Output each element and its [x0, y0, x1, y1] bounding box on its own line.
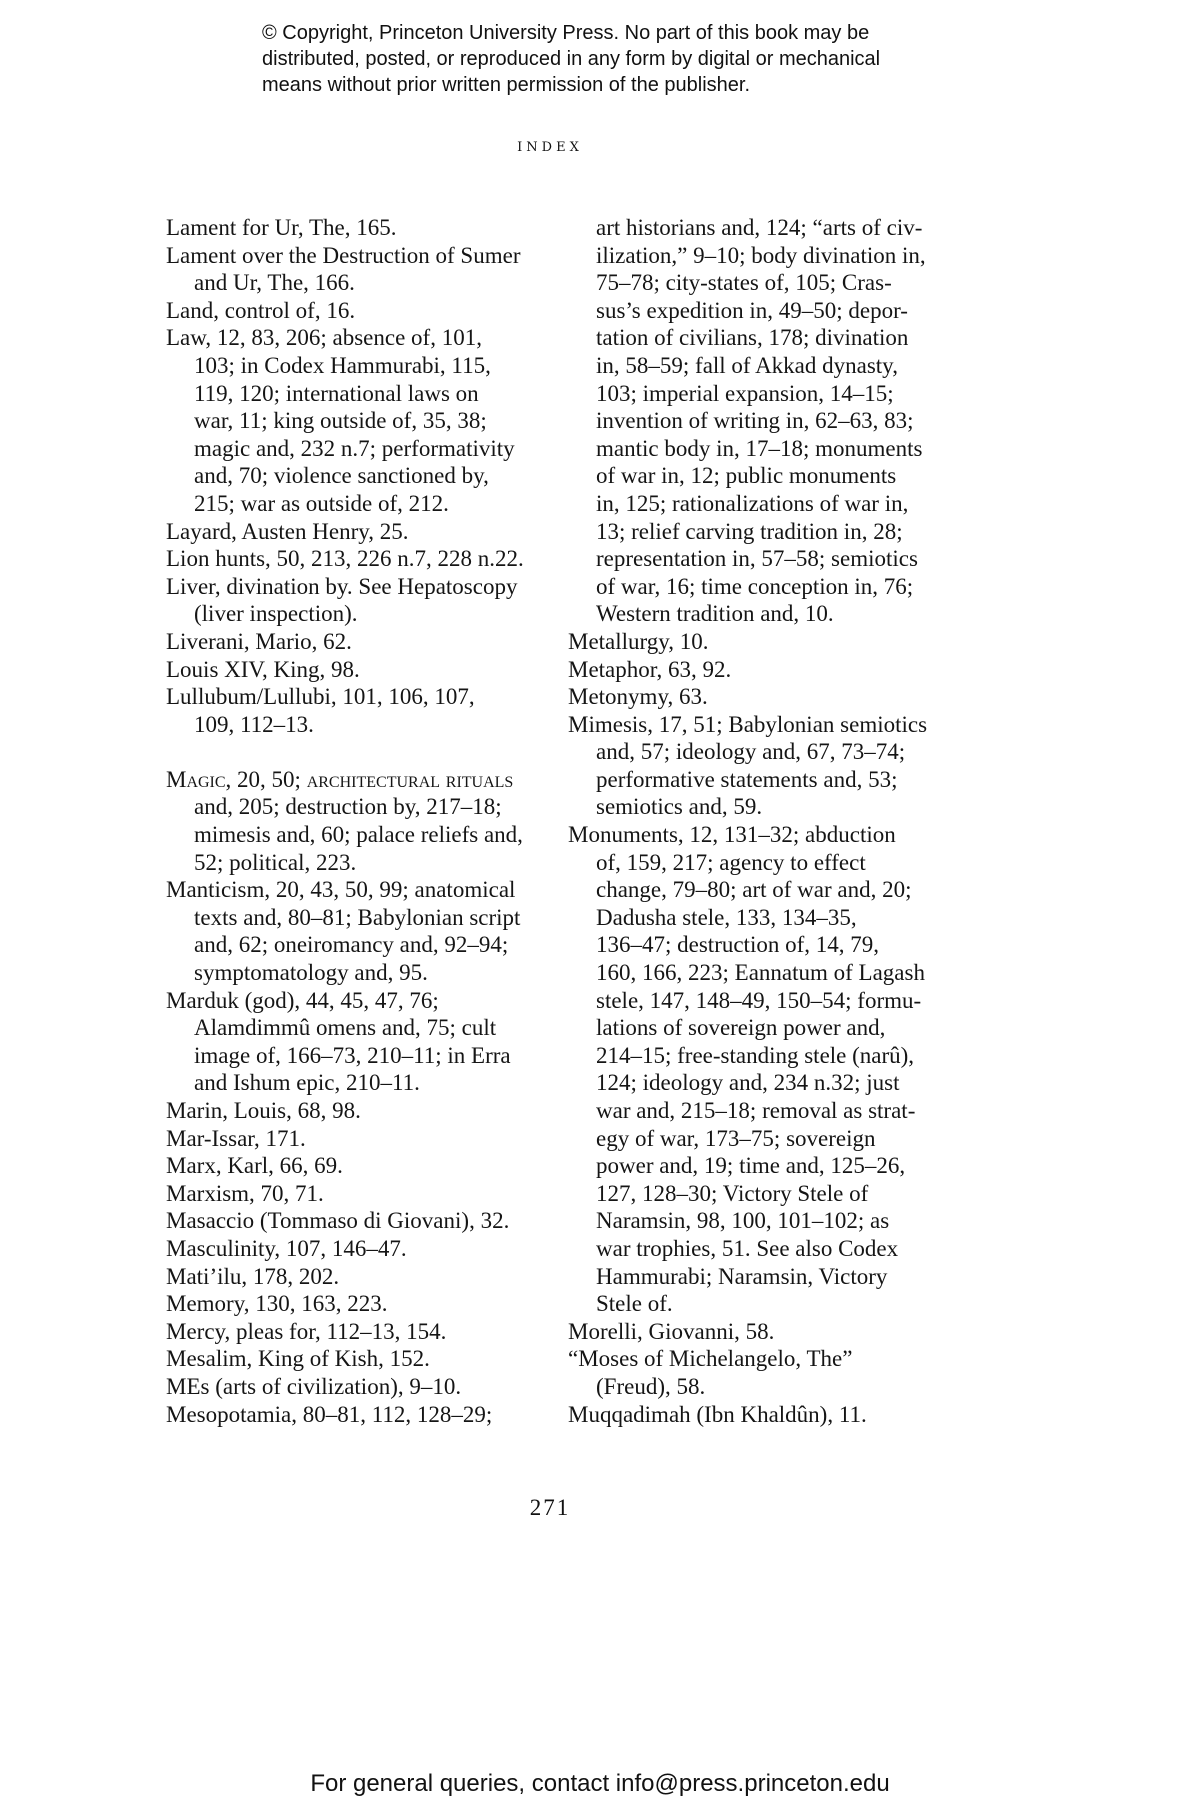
index-line: Louis XIV, King, 98. — [166, 656, 360, 682]
index-line: 160, 166, 223; Eannatum of Lagash — [596, 960, 925, 986]
section-gap — [166, 738, 556, 766]
index-column-left — [166, 214, 556, 1428]
index-line: magic and, 232 n.7; performativity — [194, 435, 515, 461]
index-line: and, 57; ideology and, 67, 73–74; — [596, 739, 906, 765]
index-line: stele, 147, 148–49, 150–54; formu- — [596, 987, 922, 1013]
index-line: Mati’ilu, 178, 202. — [166, 1263, 340, 1289]
copyright-line: © Copyright, Princeton University Press. No part of this book may be — [262, 22, 870, 44]
index-line: and Ishum epic, 210–11. — [194, 1070, 420, 1096]
index-line: Western tradition and, 10. — [596, 601, 834, 627]
index-line: Marx, Karl, 66, 69. — [166, 1153, 343, 1179]
index-column-right — [568, 214, 958, 1428]
index-line: (liver inspection). — [194, 601, 358, 627]
index-line: of, 159, 217; agency to effect — [596, 849, 866, 875]
index-line: image of, 166–73, 210–11; in Erra — [194, 1042, 511, 1068]
index-line: Stele of. — [596, 1291, 673, 1317]
index-line: of war, 16; time conception in, 76; — [596, 573, 914, 599]
index-line: art historians and, 124; “arts of civ- — [596, 215, 923, 240]
index-line: Mercy, pleas for, 112–13, 154. — [166, 1318, 447, 1344]
index-line: and, 62; oneiromancy and, 92–94; — [194, 932, 509, 958]
index-line: representation in, 57–58; semiotics — [596, 546, 918, 572]
index-line: Marduk (god), 44, 45, 47, 76; — [166, 987, 439, 1013]
index-line: 214–15; free-standing stele (narû), — [596, 1042, 915, 1068]
copyright-notice — [262, 20, 1022, 98]
index-line: change, 79–80; art of war and, 20; — [596, 877, 912, 903]
index-line: semiotics and, 59. — [596, 794, 763, 820]
index-line: 215; war as outside of, 212. — [194, 490, 449, 516]
index-line: 124; ideology and, 234 n.32; just — [596, 1070, 900, 1096]
index-line: Masculinity, 107, 146–47. — [166, 1235, 407, 1261]
index-line: performative statements and, 53; — [596, 766, 898, 792]
index-line: mantic body in, 17–18; monuments — [596, 435, 923, 461]
index-line: 103; imperial expansion, 14–15; — [596, 380, 894, 406]
index-line: Mimesis, 17, 51; Babylonian semiotics — [568, 711, 928, 737]
index-line: 127, 128–30; Victory Stele of — [596, 1180, 869, 1206]
index-line: egy of war, 173–75; sovereign — [596, 1125, 876, 1151]
index-line: 136–47; destruction of, 14, 79, — [596, 932, 879, 958]
index-line: Monuments, 12, 131–32; abduction — [568, 822, 896, 848]
index-line: Marin, Louis, 68, 98. — [166, 1098, 361, 1123]
index-line: Memory, 130, 163, 223. — [166, 1291, 388, 1317]
index-line: Land, control of, 16. — [166, 297, 356, 323]
index-line: texts and, 80–81; Babylonian script — [194, 904, 521, 930]
index-line: of war in, 12; public monuments — [596, 463, 897, 489]
index-line: 103; in Codex Hammurabi, 115, — [194, 352, 491, 378]
index-line: Muqqadimah (Ibn Khaldûn), 11. — [568, 1401, 867, 1427]
index-line: Law, 12, 83, 206; absence of, 101, — [166, 325, 482, 351]
index-line: 52; political, 223. — [194, 849, 357, 875]
index-line: war trophies, 51. See also Codex — [596, 1235, 899, 1261]
index-line: Metonymy, 63. — [568, 684, 708, 710]
index-line: Metallurgy, 10. — [568, 628, 709, 654]
index-line: invention of writing in, 62–63, 83; — [596, 408, 914, 434]
index-line: Manticism, 20, 43, 50, 99; anatomical — [166, 877, 516, 903]
index-line: power and, 19; time and, 125–26, — [596, 1153, 906, 1179]
index-line: Alamdimmû omens and, 75; cult — [194, 1015, 497, 1041]
index-line: in, 58–59; fall of Akkad dynasty, — [596, 352, 898, 378]
index-line: mimesis and, 60; palace reliefs and, — [194, 822, 523, 848]
index-line: Morelli, Giovanni, 58. — [568, 1318, 775, 1344]
index-line: and, 70; violence sanctioned by, — [194, 463, 489, 489]
footer-contact: For general queries, contact info@press.princeton.edu — [310, 1770, 890, 1797]
index-line: and, 205; destruction by, 217–18; — [194, 794, 502, 820]
index-line: in, 125; rationalizations of war in, — [596, 490, 909, 516]
index-line: Liverani, Mario, 62. — [166, 628, 352, 654]
copyright-line: means without prior written permission of the publisher. — [262, 74, 751, 96]
index-line: 13; relief carving tradition in, 28; — [596, 518, 903, 544]
index-line: Mar-Issar, 171. — [166, 1125, 306, 1151]
index-line: tation of civilians, 178; divination — [596, 325, 909, 351]
index-line: Mesalim, King of Kish, 152. — [166, 1346, 430, 1372]
index-line: 119, 120; international laws on — [194, 380, 479, 406]
index-line: 109, 112–13. — [194, 711, 314, 737]
index-line: 75–78; city-states of, 105; Cras- — [596, 270, 892, 296]
index-line: Dadusha stele, 133, 134–35, — [596, 904, 857, 930]
index-line: symptomatology and, 95. — [194, 960, 428, 986]
index-line: “Moses of Michelangelo, The” — [568, 1346, 853, 1372]
index-line: Metaphor, 63, 92. — [568, 656, 732, 682]
index-line: Lament for Ur, The, 165. — [166, 215, 397, 240]
index-line: MEs (arts of civilization), 9–10. — [166, 1373, 462, 1399]
index-line: Layard, Austen Henry, 25. — [166, 518, 409, 544]
copyright-line: distributed, posted, or reproduced in any form by digital or mechanical — [262, 48, 881, 70]
index-line: Hammurabi; Naramsin, Victory — [596, 1263, 888, 1289]
index-line: ilization,” 9–10; body divination in, — [596, 242, 926, 268]
index-line: Marxism, 70, 71. — [166, 1180, 324, 1206]
index-line: Lion hunts, 50, 213, 226 n.7, 228 n.22. — [166, 546, 524, 572]
index-line: (Freud), 58. — [596, 1373, 706, 1399]
running-head: INDEX — [517, 140, 583, 155]
index-line: Mesopotamia, 80–81, 112, 128–29; — [166, 1401, 493, 1427]
index-line: lations of sovereign power and, — [596, 1015, 886, 1041]
index-line: war, 11; king outside of, 35, 38; — [194, 408, 487, 434]
index-line: Lullubum/Lullubi, 101, 106, 107, — [166, 684, 475, 710]
index-line: war and, 215–18; removal as strat- — [596, 1098, 916, 1123]
page-number: 271 — [529, 1495, 571, 1520]
index-line: sus’s expedition in, 49–50; depor- — [596, 297, 908, 323]
index-line: Naramsin, 98, 100, 101–102; as — [596, 1208, 890, 1234]
index-line: Liver, divination by. See Hepatoscopy — [166, 573, 518, 599]
index-line: and Ur, The, 166. — [194, 270, 355, 296]
index-line: Masaccio (Tommaso di Giovani), 32. — [166, 1208, 510, 1234]
index-line: Lament over the Destruction of Sumer — [166, 242, 521, 268]
index-line: Magic, 20, 50; architectural rituals — [166, 766, 514, 792]
